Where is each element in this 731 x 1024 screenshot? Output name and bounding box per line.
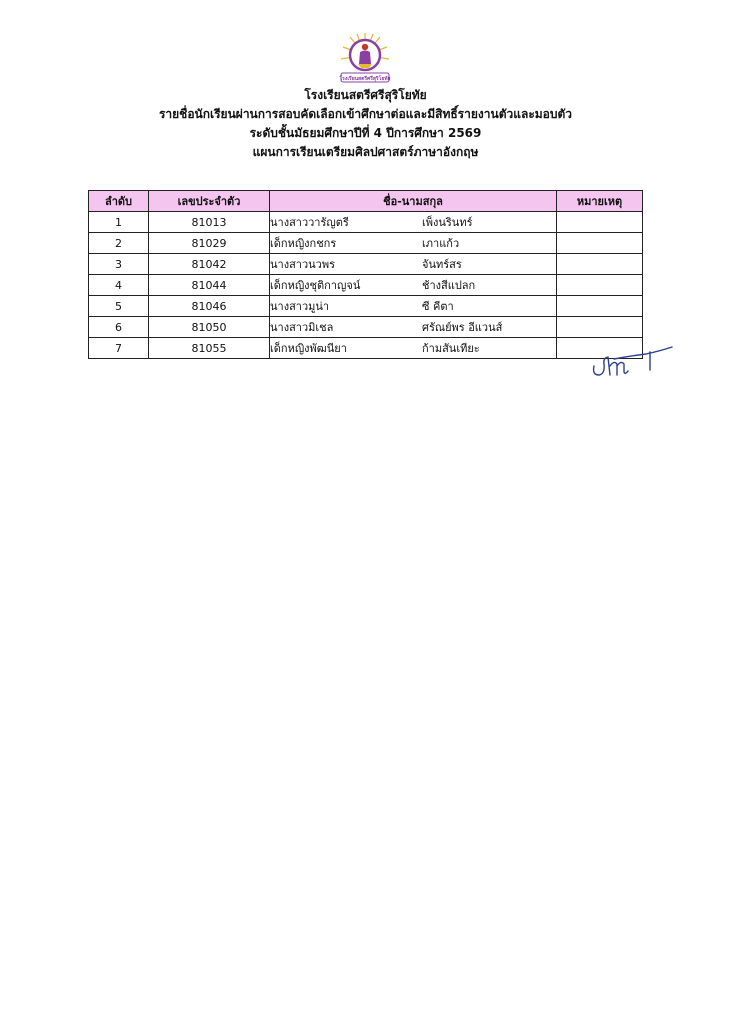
column-header-note: หมายเหตุ xyxy=(557,191,643,212)
student-name xyxy=(270,317,557,338)
surname: ซี คีตา xyxy=(422,300,454,313)
table-row xyxy=(89,233,643,254)
student-id: 81013 xyxy=(149,212,270,233)
logo-banner-text: โรงเรียนสตรีศรีสุริโยทัย xyxy=(339,76,391,82)
row-number: 1 xyxy=(89,212,149,233)
given-name: นางสาวนวพร xyxy=(270,258,335,271)
student-id: 81044 xyxy=(149,275,270,296)
student-id: 81046 xyxy=(149,296,270,317)
surname: ศรัณย์พร อีแวนส์ xyxy=(422,321,503,334)
student-name xyxy=(270,212,557,233)
study-program: แผนการเรียนเตรียมศิลปศาสตร์ภาษาอังกฤษ xyxy=(252,145,479,159)
surname: ช้างสีแปลก xyxy=(422,279,476,292)
row-number: 4 xyxy=(89,275,149,296)
table-row xyxy=(89,296,643,317)
row-number: 2 xyxy=(89,233,149,254)
note-cell xyxy=(557,233,643,254)
student-id: 81029 xyxy=(149,233,270,254)
school-emblem-icon xyxy=(338,31,392,85)
list-title: รายชื่อนักเรียนผ่านการสอบคัดเลือกเข้าศึกษาต่อและมีสิทธิ์รายงานตัวและมอบตัว xyxy=(158,107,573,121)
student-name xyxy=(270,233,557,254)
student-roster-table xyxy=(88,190,643,359)
student-id: 81042 xyxy=(149,254,270,275)
school-name: โรงเรียนสตรีศรีสุริโยทัย xyxy=(304,88,427,102)
note-cell xyxy=(557,275,643,296)
note-cell xyxy=(557,317,643,338)
column-header-number: ลำดับ xyxy=(89,191,149,212)
table-row xyxy=(89,338,643,359)
note-cell xyxy=(557,212,643,233)
given-name: เด็กหญิงกชกร xyxy=(270,237,337,250)
student-name xyxy=(270,254,557,275)
given-name: นางสาวมูน่า xyxy=(270,300,330,313)
document-header xyxy=(0,86,731,162)
row-number: 7 xyxy=(89,338,149,359)
note-cell xyxy=(557,254,643,275)
note-cell xyxy=(557,296,643,317)
table-header-row xyxy=(89,191,643,212)
row-number: 6 xyxy=(89,317,149,338)
surname: ก้ามสันเทียะ xyxy=(422,342,480,355)
given-name: นางสาววารัญตรี xyxy=(270,216,349,229)
surname: เภาแก้ว xyxy=(422,237,460,250)
table-row xyxy=(89,254,643,275)
column-header-id: เลขประจำตัว xyxy=(149,191,270,212)
surname: เพ็งนรินทร์ xyxy=(422,216,473,229)
row-number: 3 xyxy=(89,254,149,275)
surname: จันทร์สร xyxy=(422,258,462,271)
student-name xyxy=(270,338,557,359)
class-level: ระดับชั้นมัธยมศึกษาปีที่ 4 ปีการศึกษา 2569 xyxy=(249,126,482,140)
student-id: 81050 xyxy=(149,317,270,338)
table-row xyxy=(89,275,643,296)
table-row xyxy=(89,317,643,338)
row-number: 5 xyxy=(89,296,149,317)
handwritten-signature-icon xyxy=(590,342,676,382)
table-row xyxy=(89,212,643,233)
student-id: 81055 xyxy=(149,338,270,359)
student-name xyxy=(270,275,557,296)
student-name xyxy=(270,296,557,317)
given-name: เด็กหญิงชุติกาญจน์ xyxy=(270,279,361,292)
column-header-name: ชื่อ-นามสกุล xyxy=(270,191,557,212)
given-name: นางสาวมิเชล xyxy=(270,321,334,334)
given-name: เด็กหญิงพัฒนียา xyxy=(270,342,347,355)
